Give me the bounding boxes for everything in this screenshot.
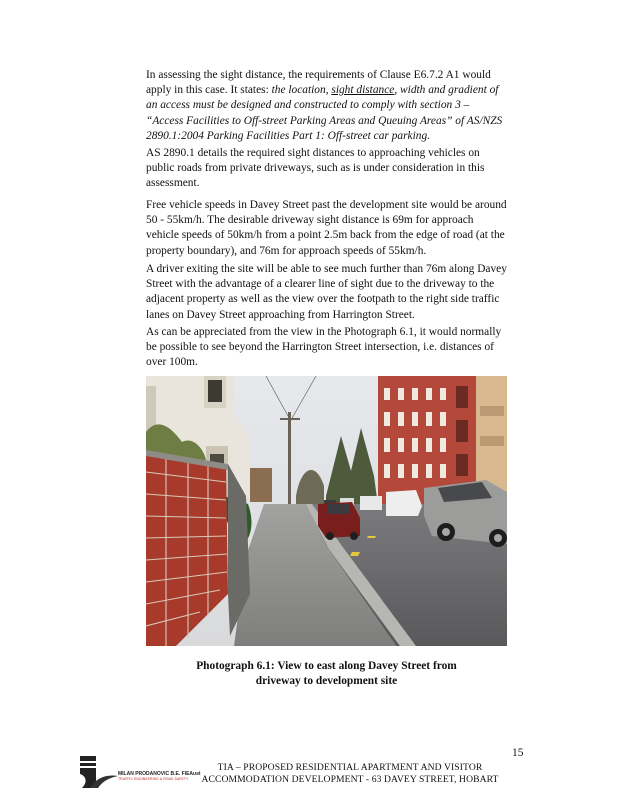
paragraph-photo-reference: As can be appreciated from the view in the Photograph 6.1, it would normally be possible to see beyond the Harrington Street intersection, i.e. distances of over 100m. <box>146 326 502 369</box>
clause-quote-underlined: sight distance <box>331 84 395 97</box>
page-number: 15 <box>512 747 524 759</box>
paragraph-vehicle-speeds: Free vehicle speeds in Davey Street past the development site would be around 50 - 55km/h. The desirable driveway sight distance is 69m for approach vehicle speeds of 50km/h from a point 2.5m back from the edge of road (at the property boundary), and 76m for approach speeds of 55km/h. <box>146 199 507 257</box>
paragraph-clause-requirements <box>146 68 508 144</box>
photo-caption-line2: driveway to development site <box>255 675 398 687</box>
photo-caption-line1: Photograph 6.1: View to east along Davey Street from <box>196 660 457 672</box>
clause-quote-part-a: the location, <box>271 84 332 97</box>
logo-name-text: MILAN PRODANOVIC <box>118 771 170 777</box>
footer-line1: TIA – PROPOSED RESIDENTIAL APARTMENT AND VISITOR <box>217 762 483 773</box>
clause-quote-part-b: , width and gradient of an access must be designed and constructed to comply with section 3 – “Access Facilities to Off-street Parking Areas and Queuing Areas” of AS/NZS 2890.1:2004 Parking Facilities Part 1: Off-street car parking. <box>146 84 503 142</box>
photo-caption <box>146 659 507 689</box>
street-photograph <box>146 376 507 646</box>
logo-suffix: B.E. FIEAust <box>170 771 201 777</box>
paragraph-as2890: AS 2890.1 details the required sight distances to approaching vehicles on public roads from private driveways, such as is under consideration in this assessment. <box>146 147 485 190</box>
footer-line2: ACCOMMODATION DEVELOPMENT - 63 DAVEY STREET, HOBART <box>201 774 499 785</box>
paragraph-driver-view: A driver exiting the site will be able to see much further than 76m along Davey Street with the advantage of a clearer line of sight due to the driveway to the adjacent property as well as the view over the footpath to the right side traffic lanes on Davey Street approaching from Harrington Street. <box>146 263 507 321</box>
paragraph-intro: In assessing the sight distance, the requirements of Clause E6.7.2 A1 would apply in this case. It states: <box>146 69 491 97</box>
logo-tagline: TRAFFIC ENGINEERING & ROAD SAFETY <box>118 777 189 781</box>
footer-title <box>190 762 510 786</box>
